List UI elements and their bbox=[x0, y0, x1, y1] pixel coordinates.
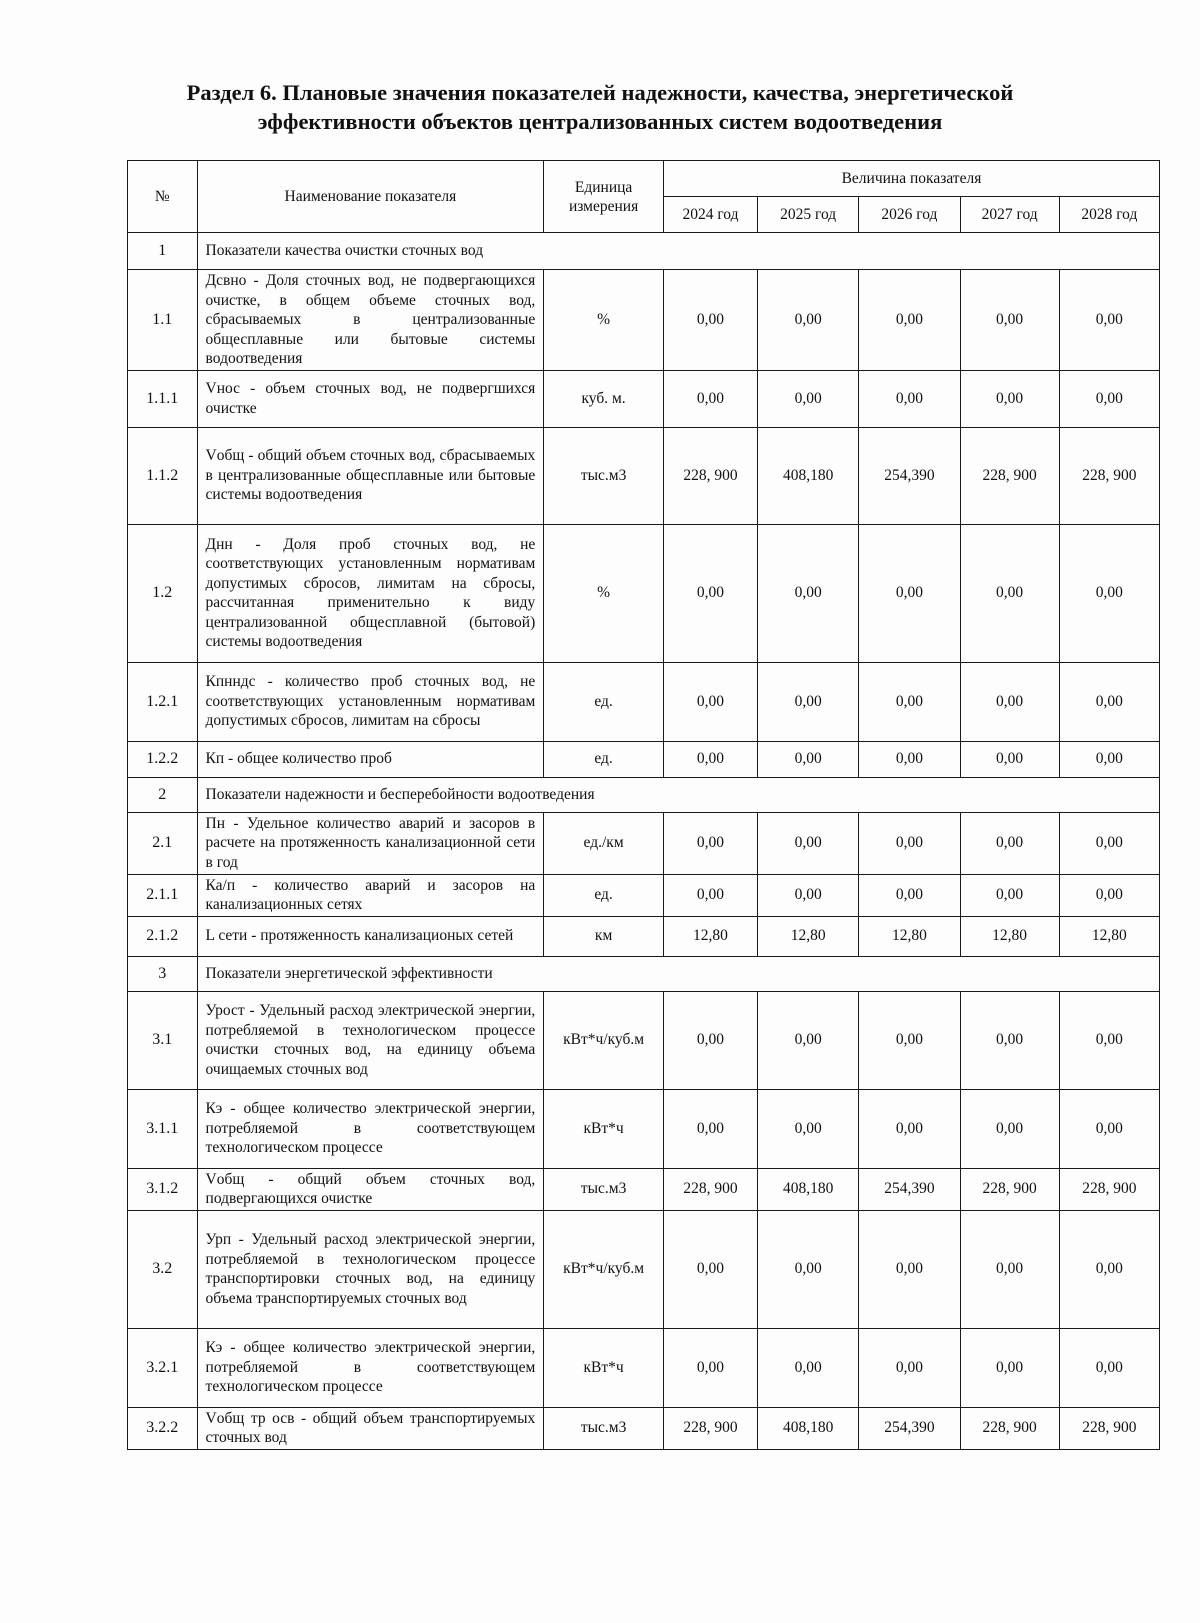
value-cell: 0,00 bbox=[663, 1210, 757, 1328]
table-body bbox=[128, 233, 1160, 1450]
table-row bbox=[128, 812, 1160, 874]
row-number: 1.1.1 bbox=[128, 370, 198, 427]
value-cell: 0,00 bbox=[1059, 991, 1159, 1089]
unit-cell: кВт*ч/куб.м bbox=[544, 1210, 664, 1328]
page-title bbox=[120, 78, 1080, 136]
value-cell: 0,00 bbox=[960, 1089, 1059, 1168]
value-cell: 0,00 bbox=[859, 662, 960, 741]
unit-cell: ед. bbox=[544, 662, 664, 741]
indicator-name: Vобщ - общий объем сточных вод, сбрасываемых в централизованные общесплавные или бытовые системы водоотведения bbox=[197, 427, 544, 524]
value-cell: 0,00 bbox=[960, 741, 1059, 777]
value-cell: 408,180 bbox=[758, 1168, 859, 1210]
header-year: 2024 год bbox=[663, 197, 757, 233]
title-line-2: эффективности объектов централизованных систем водоотведения bbox=[257, 109, 943, 134]
value-cell: 0,00 bbox=[859, 874, 960, 916]
value-cell: 254,390 bbox=[859, 1168, 960, 1210]
value-cell: 228, 900 bbox=[1059, 427, 1159, 524]
section-title: Показатели энергетической эффективности bbox=[197, 956, 1159, 991]
value-cell: 0,00 bbox=[663, 524, 757, 662]
value-cell: 0,00 bbox=[859, 1328, 960, 1407]
value-cell: 0,00 bbox=[1059, 812, 1159, 874]
indicator-name: Vобщ - общий объем сточных вод, подвергающихся очистке bbox=[197, 1168, 544, 1210]
table-row bbox=[128, 427, 1160, 524]
indicator-name: Пн - Удельное количество аварий и засоров в расчете на протяженность канализационной сети в год bbox=[197, 812, 544, 874]
indicator-name: L сети - протяженность канализационых сетей bbox=[197, 916, 544, 956]
value-cell: 228, 900 bbox=[960, 1168, 1059, 1210]
unit-cell: % bbox=[544, 270, 664, 371]
value-cell: 0,00 bbox=[859, 270, 960, 371]
value-cell: 0,00 bbox=[1059, 1089, 1159, 1168]
value-cell: 12,80 bbox=[663, 916, 757, 956]
value-cell: 0,00 bbox=[960, 1328, 1059, 1407]
value-cell: 0,00 bbox=[758, 524, 859, 662]
section-title: Показатели качества очистки сточных вод bbox=[197, 233, 1159, 270]
value-cell: 228, 900 bbox=[1059, 1168, 1159, 1210]
indicator-name: Кпнндс - количество проб сточных вод, не соответствующих установленным нормативам допустимых сбросов, лимитам на сбросы bbox=[197, 662, 544, 741]
value-cell: 0,00 bbox=[758, 370, 859, 427]
header-value-group: Величина показателя bbox=[663, 161, 1159, 197]
section-row bbox=[128, 777, 1160, 812]
header-year: 2025 год bbox=[758, 197, 859, 233]
row-number: 2.1.1 bbox=[128, 874, 198, 916]
header-year: 2028 год bbox=[1059, 197, 1159, 233]
table-row bbox=[128, 524, 1160, 662]
unit-cell: км bbox=[544, 916, 664, 956]
row-number: 3.1.1 bbox=[128, 1089, 198, 1168]
header-unit: Единица измерения bbox=[544, 161, 664, 233]
value-cell: 0,00 bbox=[663, 662, 757, 741]
value-cell: 408,180 bbox=[758, 1407, 859, 1449]
section-row bbox=[128, 233, 1160, 270]
value-cell: 0,00 bbox=[663, 270, 757, 371]
unit-cell: тыс.м3 bbox=[544, 1407, 664, 1449]
table-row bbox=[128, 741, 1160, 777]
value-cell: 0,00 bbox=[960, 874, 1059, 916]
row-number: 3.1.2 bbox=[128, 1168, 198, 1210]
unit-cell: % bbox=[544, 524, 664, 662]
value-cell: 0,00 bbox=[859, 991, 960, 1089]
unit-cell: кВт*ч/куб.м bbox=[544, 991, 664, 1089]
value-cell: 0,00 bbox=[663, 991, 757, 1089]
row-number: 2 bbox=[128, 777, 198, 812]
indicator-name: Урп - Удельный расход электрической энергии, потребляемой в технологическом процессе транспортировки сточных вод, на единицу объема транспортируемых сточных вод bbox=[197, 1210, 544, 1328]
value-cell: 0,00 bbox=[1059, 1210, 1159, 1328]
header-indicator-name: Наименование показателя bbox=[197, 161, 544, 233]
section-title: Показатели надежности и бесперебойности водоотведения bbox=[197, 777, 1159, 812]
row-number: 2.1 bbox=[128, 812, 198, 874]
value-cell: 0,00 bbox=[859, 524, 960, 662]
section-row bbox=[128, 956, 1160, 991]
table-row bbox=[128, 1168, 1160, 1210]
value-cell: 0,00 bbox=[1059, 370, 1159, 427]
row-number: 3.2.2 bbox=[128, 1407, 198, 1449]
value-cell: 0,00 bbox=[1059, 662, 1159, 741]
value-cell: 0,00 bbox=[758, 1210, 859, 1328]
value-cell: 0,00 bbox=[960, 524, 1059, 662]
header-year: 2027 год bbox=[960, 197, 1059, 233]
row-number: 1.1.2 bbox=[128, 427, 198, 524]
table-row bbox=[128, 874, 1160, 916]
value-cell: 0,00 bbox=[758, 662, 859, 741]
value-cell: 0,00 bbox=[758, 741, 859, 777]
row-number: 1.1 bbox=[128, 270, 198, 371]
value-cell: 254,390 bbox=[859, 1407, 960, 1449]
value-cell: 0,00 bbox=[859, 812, 960, 874]
value-cell: 0,00 bbox=[1059, 1328, 1159, 1407]
value-cell: 0,00 bbox=[859, 1210, 960, 1328]
unit-cell: тыс.м3 bbox=[544, 427, 664, 524]
unit-cell: кВт*ч bbox=[544, 1089, 664, 1168]
value-cell: 0,00 bbox=[1059, 741, 1159, 777]
row-number: 3.1 bbox=[128, 991, 198, 1089]
value-cell: 12,80 bbox=[1059, 916, 1159, 956]
value-cell: 408,180 bbox=[758, 427, 859, 524]
value-cell: 0,00 bbox=[758, 812, 859, 874]
indicators-table bbox=[127, 160, 1160, 1450]
value-cell: 228, 900 bbox=[663, 1407, 757, 1449]
value-cell: 0,00 bbox=[758, 1328, 859, 1407]
indicator-name: Урост - Удельный расход электрической энергии, потребляемой в технологическом процессе очистки сточных вод, на единицу объема очищаемых сточных вод bbox=[197, 991, 544, 1089]
value-cell: 254,390 bbox=[859, 427, 960, 524]
indicator-name: Кэ - общее количество электрической энергии, потребляемой в соответствующем технологическом процессе bbox=[197, 1328, 544, 1407]
indicator-name: Кп - общее количество проб bbox=[197, 741, 544, 777]
table-row bbox=[128, 662, 1160, 741]
header-year: 2026 год bbox=[859, 197, 960, 233]
value-cell: 0,00 bbox=[1059, 270, 1159, 371]
unit-cell: кВт*ч bbox=[544, 1328, 664, 1407]
value-cell: 0,00 bbox=[960, 1210, 1059, 1328]
value-cell: 12,80 bbox=[960, 916, 1059, 956]
value-cell: 0,00 bbox=[960, 991, 1059, 1089]
value-cell: 228, 900 bbox=[663, 427, 757, 524]
value-cell: 228, 900 bbox=[1059, 1407, 1159, 1449]
table-row bbox=[128, 1328, 1160, 1407]
indicator-name: Днн - Доля проб сточных вод, не соответствующих установленным нормативам допустимых сбросов, лимитам на сбросы, рассчитанная применительно к виду централизованной общесплавной (бытовой) системы водоотведения bbox=[197, 524, 544, 662]
value-cell: 12,80 bbox=[758, 916, 859, 956]
value-cell: 228, 900 bbox=[960, 427, 1059, 524]
indicator-name: Vнос - объем сточных вод, не подвергшихся очистке bbox=[197, 370, 544, 427]
value-cell: 0,00 bbox=[758, 270, 859, 371]
row-number: 3.2.1 bbox=[128, 1328, 198, 1407]
value-cell: 0,00 bbox=[960, 812, 1059, 874]
indicator-name: Кэ - общее количество электрической энергии, потребляемой в соответствующем технологическом процессе bbox=[197, 1089, 544, 1168]
value-cell: 0,00 bbox=[663, 874, 757, 916]
header-number: № bbox=[128, 161, 198, 233]
value-cell: 0,00 bbox=[758, 1089, 859, 1168]
unit-cell: тыс.м3 bbox=[544, 1168, 664, 1210]
table-row bbox=[128, 1089, 1160, 1168]
indicator-name: Дсвно - Доля сточных вод, не подвергающихся очистке, в общем объеме сточных вод, сбрасываемых в централизованные общесплавные или бытовые системы водоотведения bbox=[197, 270, 544, 371]
value-cell: 0,00 bbox=[663, 370, 757, 427]
table-row bbox=[128, 1210, 1160, 1328]
unit-cell: ед./км bbox=[544, 812, 664, 874]
unit-cell: ед. bbox=[544, 741, 664, 777]
value-cell: 0,00 bbox=[1059, 524, 1159, 662]
row-number: 3.2 bbox=[128, 1210, 198, 1328]
value-cell: 12,80 bbox=[859, 916, 960, 956]
value-cell: 0,00 bbox=[960, 370, 1059, 427]
value-cell: 0,00 bbox=[758, 874, 859, 916]
row-number: 1 bbox=[128, 233, 198, 270]
table-row bbox=[128, 916, 1160, 956]
table-row bbox=[128, 1407, 1160, 1449]
value-cell: 228, 900 bbox=[663, 1168, 757, 1210]
indicator-name: Ка/п - количество аварий и засоров на канализационных сетях bbox=[197, 874, 544, 916]
row-number: 1.2 bbox=[128, 524, 198, 662]
value-cell: 0,00 bbox=[1059, 874, 1159, 916]
value-cell: 0,00 bbox=[758, 991, 859, 1089]
table-row bbox=[128, 991, 1160, 1089]
row-number: 2.1.2 bbox=[128, 916, 198, 956]
value-cell: 0,00 bbox=[859, 370, 960, 427]
value-cell: 0,00 bbox=[663, 812, 757, 874]
value-cell: 228, 900 bbox=[960, 1407, 1059, 1449]
row-number: 1.2.1 bbox=[128, 662, 198, 741]
table-row bbox=[128, 270, 1160, 371]
value-cell: 0,00 bbox=[859, 1089, 960, 1168]
value-cell: 0,00 bbox=[663, 1089, 757, 1168]
value-cell: 0,00 bbox=[663, 1328, 757, 1407]
unit-cell: ед. bbox=[544, 874, 664, 916]
value-cell: 0,00 bbox=[960, 270, 1059, 371]
value-cell: 0,00 bbox=[960, 662, 1059, 741]
title-line-1: Раздел 6. Плановые значения показателей надежности, качества, энергетической bbox=[186, 80, 1014, 105]
value-cell: 0,00 bbox=[663, 741, 757, 777]
row-number: 1.2.2 bbox=[128, 741, 198, 777]
value-cell: 0,00 bbox=[859, 741, 960, 777]
table-row bbox=[128, 370, 1160, 427]
row-number: 3 bbox=[128, 956, 198, 991]
unit-cell: куб. м. bbox=[544, 370, 664, 427]
indicator-name: Vобщ тр осв - общий объем транспортируемых сточных вод bbox=[197, 1407, 544, 1449]
